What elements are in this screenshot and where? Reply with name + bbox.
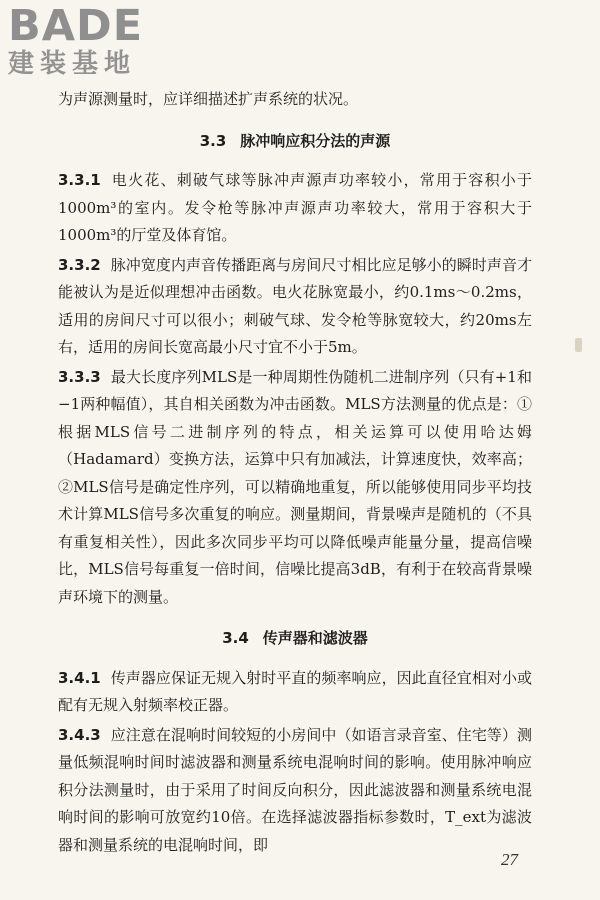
section-number: 3.4 [222, 629, 249, 647]
section-number: 3.3 [199, 131, 227, 150]
clause-number: 3.3.3 [58, 367, 101, 386]
intro-paragraph: 为声源测量时，应详细描述扩声系统的状况。 [58, 90, 359, 108]
clause-3-3-2 [58, 252, 532, 362]
page-number: 27 [501, 850, 518, 869]
section-heading-3-3 [58, 128, 532, 156]
clause-3-4-1 [58, 665, 532, 720]
section-title: 脉冲响应积分法的声源 [240, 131, 391, 150]
clause-3-4-3 [58, 722, 532, 860]
logo-subtitle: 建装基地 [8, 49, 137, 79]
clause-3-3-3 [58, 364, 532, 612]
clause-text: 传声器应保证无规入射时平直的频率响应，因此直径宜相对小或配有无规入射频率校正器。 [58, 668, 532, 714]
clause-number: 3.4.3 [58, 725, 101, 744]
clause-text: 电火花、刺破气球等脉冲声源声功率较小，常用于容积小于1000m³的室内。发令枪等脉冲声源声功率较大，常用于容积大于1000m³的厅堂及体育馆。 [58, 171, 532, 244]
publisher-logo [8, 1, 178, 80]
clause-number: 3.4.1 [58, 668, 101, 687]
clause-number: 3.3.2 [58, 255, 101, 274]
clause-text: 最大长度序列MLS是一种周期性伪随机二进制序列（只有+1和−1两种幅值），其自相关函数为冲击函数。MLS方法测量的优点是：①根据MLS信号二进制序列的特点，相关运算可以使用哈达姆（Hadamard）变换方法，运算中只有加减法，计算速度快，效率高；②MLS信号是确定性序列，可以精确地重复，所以能够使用同步平均技术计算MLS信号多次重复的响应。测量期间，背景噪声是随机的（不具有重复相关性），因此多次同步平均可以降低噪声能量分量，提高信噪比，MLS信号每重复一倍时间，信噪比提高3dB，有利于在较高背景噪声环境下的测量。 [58, 367, 532, 606]
clause-text: 应注意在混响时间较短的小房间中（如语言录音室、住宅等）测量低频混响时间时滤波器和测量系统电混响时间的影响。使用脉冲响应积分法测量时，由于采用了时间反向积分，因此滤波器和测量系统电混响时间的影响可放宽约10倍。在选择滤波器指标参数时，T_ext为滤波器和测量系统的电混响时间，即 [58, 725, 532, 854]
clause-3-3-1 [58, 167, 532, 250]
section-title: 传声器和滤波器 [262, 629, 368, 647]
page-edge-mark [575, 338, 582, 352]
logo-wordmark: BADE [8, 1, 144, 51]
clause-text: 脉冲宽度内声音传播距离与房间尺寸相比应足够小的瞬时声音才能被认为是近似理想冲击函数。电火花脉宽最小，约0.1ms～0.2ms，适用的房间尺寸可以很小；刺破气球、发令枪等脉宽较大，约20ms左右，适用的房间长宽高最小尺寸宜不小于5m。 [58, 255, 532, 356]
section-heading-3-4 [58, 625, 532, 653]
document-body [58, 86, 532, 861]
clause-number: 3.3.1 [58, 171, 101, 189]
